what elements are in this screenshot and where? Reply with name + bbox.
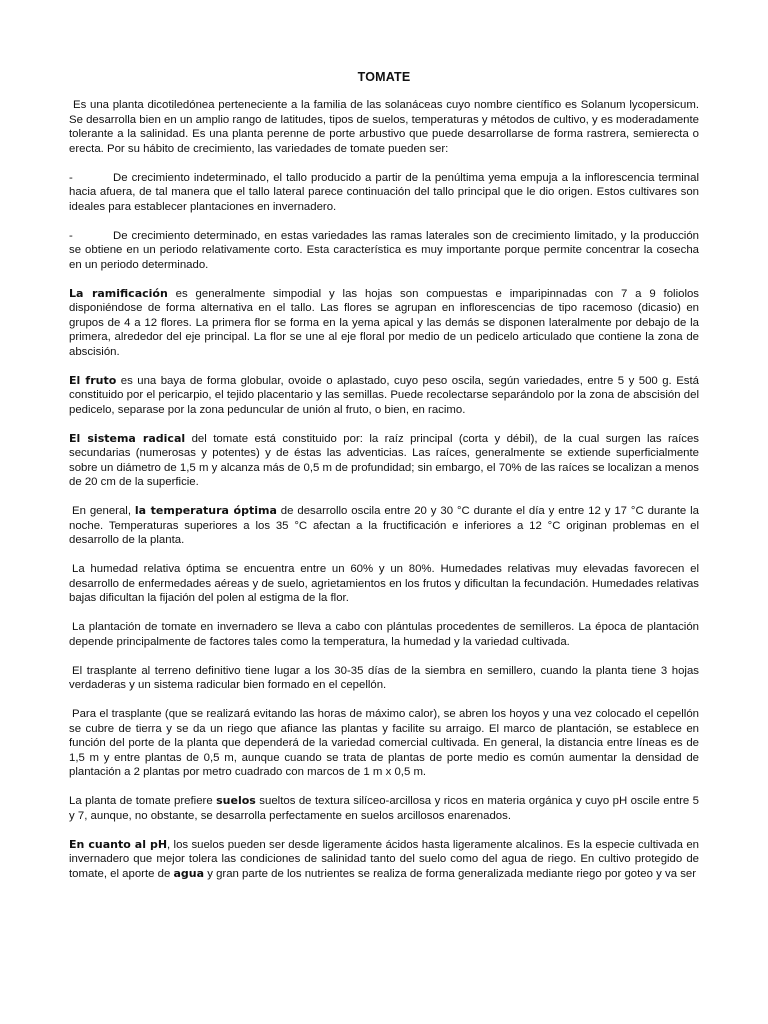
temperatura-paragraph — [69, 504, 699, 548]
intro-paragraph: Es una planta dicotiledónea perteneciente a la familia de las solanáceas cuyo nombre científico es Solanum lycopersicum. Se desarrolla bien en un amplio rango de latitudes, tipos de suelos, temperaturas y métodos de cultivo, y es moderadamente tolerante a la salinidad. Es una planta perenne de porte arbustivo que puede desarrollarse de forma rastrera, semierecta o erecta. Por su hábito de crecimiento, las variedades de tomate pueden ser: — [69, 99, 700, 155]
bullet-dash: - — [69, 171, 73, 184]
suelos-intro: La planta de tomate prefiere — [69, 795, 217, 807]
agua-keyword: agua — [173, 866, 205, 880]
humedad-paragraph: La humedad relativa óptima se encuentra entre un 60% y un 80%. Humedades relativas muy elevadas favorecen el desarrollo de enfermedades aéreas y de suelo, agrietamientos en los frutos y dificultan la fecundación. Humedades relativas bajas dificultan la fijación del polen al estigma de la flor. — [69, 563, 699, 604]
bullet-text: De crecimiento indeterminado, el tallo producido a partir de la penúltima yema empuja a la inflorescencia terminal hacia afuera, de tal manera que el tallo lateral parece continuación del tallo principal que le dio origen. Estos cultivares son ideales para establecer plantaciones en invernadero. — [69, 171, 699, 213]
trasplante-paragraph-2: Para el trasplante (que se realizará evitando las horas de máximo calor), se abren los hoyos y una vez colocado el cepellón se cubre de tierra y se da un riego que afiance las plantas y facilite su arraigo. El marco de plantación, se establece en función del porte de la planta que dependerá de la variedad comercial cultivada. En general, la distancia entre líneas es de 1,5 m y entre plantas de 0,5 m, aunque cuando se trata de plantas de porte medio es común aumentar la densidad de plantación a 2 plantas por metro cuadrado con marcos de 1 m x 0,5 m. — [69, 708, 699, 778]
trasplante-paragraph-1: El trasplante al terreno definitivo tiene lugar a los 30-35 días de la siembra en semillero, cuando la planta tiene 3 hojas verdaderas y un sistema radicular bien formado en el cepellón. — [69, 664, 699, 691]
temperatura-text: de desarrollo oscila entre 20 y 30 °C durante el día y entre 12 y 17 °C durante la noche. Temperaturas superiores a los 35 °C afectan a la fructificación e inferiores a 12 °C originan problemas en el desarrollo de la planta. — [69, 505, 699, 546]
suelos-heading: suelos — [216, 794, 256, 807]
fruto-heading: El fruto — [69, 373, 117, 387]
ramificacion-text: es generalmente simpodial y las hojas son compuestas e imparipinnadas con 7 a 9 foliolos disponiéndose de forma alternativa en el tallo. Las flores se agrupan en inflorescencias de tipo racemoso (dicasio) en grupos de 4 a 12 flores. La primera flor se forma en la yema apical y las demás se disponen lateralmente por debajo de la primera, alrededor del eje principal. La flor se une al eje floral por medio de un pedicelo articulado que contiene la zona de abscisión. — [69, 287, 699, 358]
suelos-paragraph — [69, 794, 699, 823]
bullet-indeterminado — [69, 171, 699, 215]
fruto-paragraph — [69, 374, 699, 418]
radical-heading: El sistema radical — [69, 431, 186, 445]
ph-text: , los suelos pueden ser desde ligeramente ácidos hasta ligeramente alcalinos. Es la especie cultivada en invernadero que mejor tolera las condiciones de salinidad tanto del suelo como del agua de riego. En cultivo protegido de tomate, el aporte de — [69, 838, 699, 880]
bullet-text: De crecimiento determinado, en estas variedades las ramas laterales son de crecimiento limitado, y la producción se obtiene en un periodo relativamente corto. Esta característica es muy importante porque permite concentrar la cosecha en un periodo determinado. — [69, 229, 699, 271]
temperatura-intro: En general, — [72, 505, 135, 517]
document-title: TOMATE — [357, 70, 411, 84]
radical-text: del tomate está constituido por: la raíz principal (corta y débil), de la cual surgen las raíces secundarias (numerosas y potentes) y de éstas las adventicias. Las raíces, generalmente se extiende superficialmente sobre un diámetro de 1,5 m y alcanza más de 0,5 m de profundidad; sin embargo, el 70% de las raíces se localizan a menos de 20 cm de la superficie. — [69, 432, 700, 488]
ramificacion-paragraph — [69, 287, 699, 360]
ramificacion-heading: La ramificación — [69, 286, 168, 300]
radical-paragraph — [69, 432, 699, 490]
bullet-dash: - — [69, 229, 73, 242]
ph-text-end: y gran parte de los nutrientes se realiza de forma generalizada mediante riego por goteo y va ser — [204, 867, 697, 880]
bullet-determinado — [69, 229, 699, 273]
ph-heading: En cuanto al pH — [69, 837, 168, 851]
suelos-text: sueltos de textura silíceo-arcillosa y ricos en materia orgánica y cuyo pH oscile entre 5 y 7, aunque, no obstante, se desarrolla perfectamente en suelos arcillosos enarenados. — [69, 795, 699, 822]
fruto-text: es una baya de forma globular, ovoide o aplastado, cuyo peso oscila, según variedades, entre 5 y 500 g. Está constituido por el pericarpio, el tejido placentario y las semillas. Puede recolectarse separándolo por la zona de abscisión del pedicelo, separase por la zona peduncular de unión al fruto, o bien, en racimo. — [69, 374, 699, 416]
temperatura-heading: la temperatura óptima — [134, 504, 277, 517]
ph-paragraph — [69, 838, 699, 882]
plantacion-paragraph: La plantación de tomate en invernadero se lleva a cabo con plántulas procedentes de semilleros. La época de plantación depende principalmente de factores tales como la temperatura, la humedad y la variedad cultivada. — [69, 621, 699, 648]
